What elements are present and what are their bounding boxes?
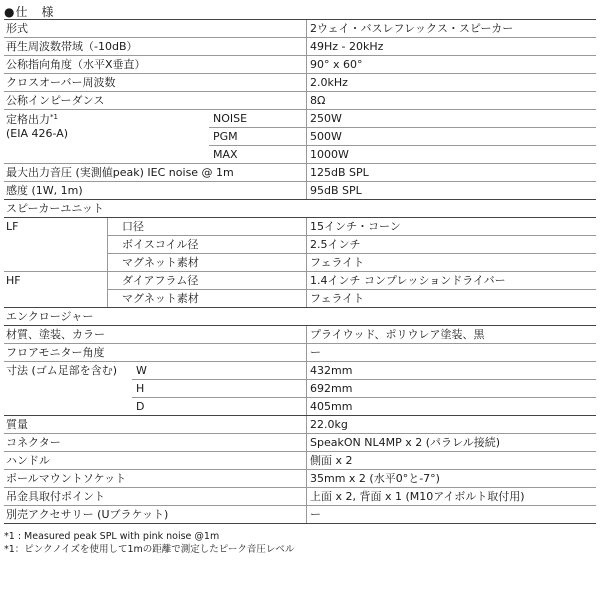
sub-label: ダイアフラム径: [122, 274, 199, 287]
section-title: スピーカーユニット: [6, 202, 104, 215]
row-label: 最大出力音圧 (実測値peak) IEC noise @ 1m: [6, 166, 234, 179]
dim-label: H: [136, 382, 145, 395]
row-value: 1.4インチ コンプレッションドライバー: [310, 274, 506, 287]
dim-label: W: [136, 364, 147, 377]
row-value: 35mm x 2 (水平0°と-7°): [310, 472, 440, 485]
group-label: HF: [6, 274, 21, 287]
row-label: 別売アクセサリー (Uブラケット): [6, 508, 169, 521]
spec-row-connector: [4, 434, 596, 452]
spec-row-dispersion: [4, 56, 596, 74]
row-label: 材質、塗装、カラー: [6, 328, 105, 341]
spec-row-mass: [4, 416, 596, 434]
row-value: 49Hz - 20kHz: [310, 40, 384, 53]
footnote-en: *1 : Measured peak SPL with pink noise @1m: [4, 531, 220, 542]
row-value: 250W: [310, 112, 342, 125]
row-label: 感度 (1W, 1m): [6, 184, 83, 197]
speaker-unit-heading: [4, 200, 596, 218]
footnotes: [4, 530, 294, 556]
spec-row-crossover: [4, 74, 596, 92]
sub-label: ボイスコイル径: [122, 238, 199, 251]
row-label: 定格出力: [6, 113, 50, 126]
row-label: 公称インピーダンス: [6, 94, 105, 107]
row-label-sub: (EIA 426-A): [6, 127, 69, 140]
spec-row-max-spl: [4, 164, 596, 182]
spec-row-accessory: [4, 506, 596, 524]
spec-row-impedance: [4, 92, 596, 110]
row-label: ポールマウントソケット: [6, 472, 127, 485]
sub-label: MAX: [213, 148, 238, 161]
row-label: クロスオーバー周波数: [6, 76, 116, 89]
spec-group-dimensions: [4, 362, 596, 416]
spec-row-form: [4, 20, 596, 38]
row-value: 2.0kHz: [310, 76, 348, 89]
spec-group-lf: [4, 218, 596, 272]
row-value: 上面 x 2, 背面 x 1 (M10アイボルト取付用): [310, 490, 525, 503]
spec-row-rigging: [4, 488, 596, 506]
row-label: 再生周波数帯域（-10dB）: [6, 40, 138, 53]
row-value: 2.5インチ: [310, 238, 361, 251]
row-value: 2ウェイ・バスレフレックス・スピーカー: [310, 22, 514, 35]
row-value: フェライト: [310, 292, 365, 305]
spec-row-sensitivity: [4, 182, 596, 200]
row-label: 公称指向角度（水平X垂直）: [6, 58, 146, 71]
section-heading: ●仕 様: [4, 5, 55, 19]
row-value: 22.0kg: [310, 418, 348, 431]
row-value: SpeakON NL4MP x 2 (パラレル接続): [310, 436, 501, 449]
sub-label: 口径: [122, 220, 144, 233]
row-value: 側面 x 2: [310, 454, 353, 467]
row-value: ー: [310, 346, 321, 359]
section-title: エンクロージャー: [6, 310, 94, 323]
row-label: 吊金具取付ポイント: [6, 490, 105, 503]
row-value: 432mm: [310, 364, 353, 377]
row-value: 90° x 60°: [310, 58, 363, 71]
row-label: ハンドル: [6, 454, 50, 467]
spec-row-monitor-angle: [4, 344, 596, 362]
row-value: 692mm: [310, 382, 353, 395]
spec-row-freq: [4, 38, 596, 56]
spec-row-material: [4, 326, 596, 344]
row-value: 1000W: [310, 148, 349, 161]
sub-label: マグネット素材: [122, 292, 199, 305]
sub-label: マグネット素材: [122, 256, 199, 269]
row-label: 質量: [6, 418, 28, 431]
spec-row-rated-output: [4, 110, 596, 164]
row-value: 500W: [310, 130, 342, 143]
row-value: フェライト: [310, 256, 365, 269]
row-value: 405mm: [310, 400, 353, 413]
footnote-mark: *1: [50, 113, 58, 121]
row-value: 8Ω: [310, 94, 326, 107]
group-label: LF: [6, 220, 19, 233]
spec-row-handle: [4, 452, 596, 470]
spec-group-hf: [4, 272, 596, 308]
spec-table: [4, 19, 596, 524]
sub-label: PGM: [213, 130, 238, 143]
row-label: コネクター: [6, 436, 61, 449]
spec-row-pole-socket: [4, 470, 596, 488]
row-label: 形式: [6, 22, 28, 35]
row-value: 125dB SPL: [310, 166, 369, 179]
footnote-ja: *1：ピンクノイズを使用して1mの距離で測定したピーク音圧レベル: [4, 544, 295, 555]
row-value: 15インチ・コーン: [310, 220, 401, 233]
sub-label: NOISE: [213, 112, 248, 125]
row-value: ー: [310, 508, 321, 521]
enclosure-heading: [4, 308, 596, 326]
group-label: 寸法 (ゴム足部を含む): [6, 364, 118, 377]
dim-label: D: [136, 400, 145, 413]
row-value: プライウッド、ポリウレア塗装、黒: [310, 328, 485, 341]
row-value: 95dB SPL: [310, 184, 362, 197]
row-label: フロアモニター角度: [6, 346, 105, 359]
